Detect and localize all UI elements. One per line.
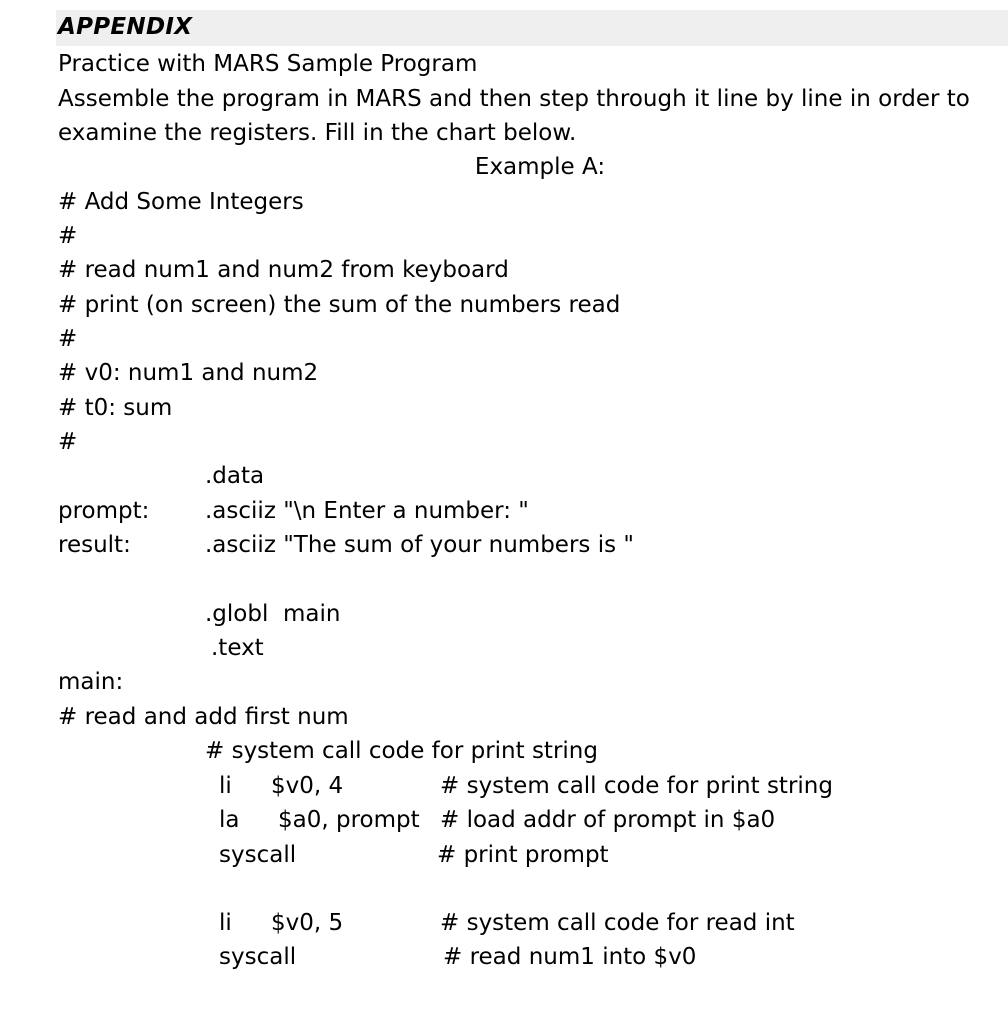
instruction-op: syscall [219, 842, 297, 868]
instruction-comment: # system call code for print string [440, 773, 833, 799]
instruction-comment: # system call code for read int [440, 910, 795, 936]
text-directive: .text [211, 635, 264, 661]
instruction-args: $v0, 5 [271, 910, 344, 936]
globl-directive: .globl main [205, 601, 341, 627]
instruction-op: li [219, 773, 232, 799]
prompt-label: prompt: [58, 498, 150, 524]
comment-line: # Add Some Integers [58, 189, 304, 215]
intro-line-1: Assemble the program in MARS and then step through it line by line in order to [58, 86, 970, 112]
instruction-op: syscall [219, 944, 297, 970]
main-label: main: [58, 669, 124, 695]
instruction-args: $a0, prompt [278, 807, 420, 833]
appendix-heading: APPENDIX [58, 14, 193, 40]
instruction-op: la [219, 807, 240, 833]
instruction-op: li [219, 910, 232, 936]
heading-band [56, 10, 1008, 46]
example-label: Example A: [474, 154, 606, 180]
result-label: result: [58, 532, 131, 558]
syscall-comment: # system call code for print string [205, 738, 598, 764]
intro-title: Practice with MARS Sample Program [58, 51, 478, 77]
data-directive: .data [205, 463, 265, 489]
read-add-comment: # read and add first num [58, 704, 349, 730]
instruction-comment: # load addr of prompt in $a0 [440, 807, 776, 833]
instruction-comment: # read num1 into $v0 [443, 944, 697, 970]
comment-line: # [58, 326, 78, 352]
prompt-value: .asciiz "\n Enter a number: " [205, 498, 529, 524]
instruction-comment: # print prompt [437, 842, 609, 868]
intro-line-2: examine the registers. Fill in the chart below. [58, 120, 577, 146]
comment-line: # read num1 and num2 from keyboard [58, 257, 509, 283]
comment-line: # v0: num1 and num2 [58, 360, 319, 386]
instruction-args: $v0, 4 [271, 773, 344, 799]
comment-line: # print (on screen) the sum of the numbers read [58, 292, 621, 318]
comment-line: # [58, 223, 78, 249]
result-value: .asciiz "The sum of your numbers is " [205, 532, 634, 558]
comment-line: # t0: sum [58, 395, 173, 421]
comment-line: # [58, 429, 78, 455]
